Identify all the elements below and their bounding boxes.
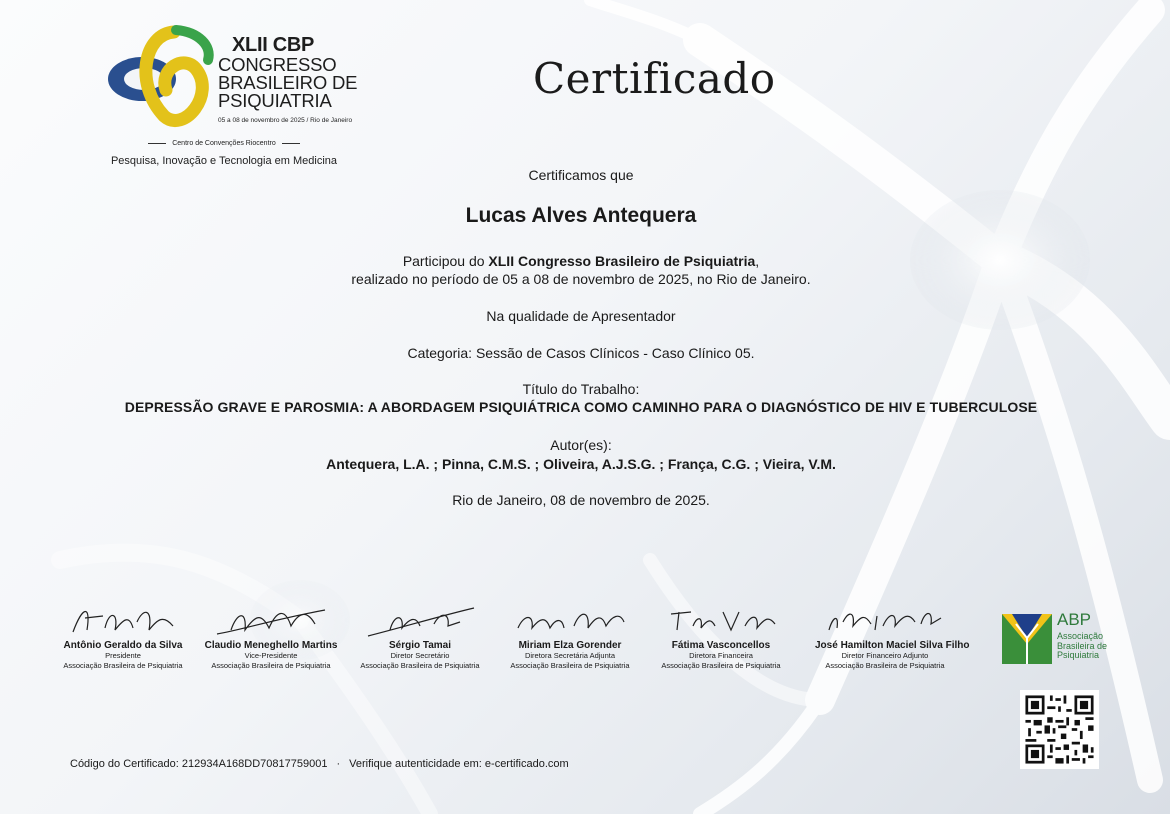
abp-name-line: Psiquiatria <box>1057 650 1100 660</box>
verification-qr-code[interactable] <box>1020 690 1099 769</box>
signer-org: Associação Brasileira de Psiquiatria <box>211 661 331 670</box>
signer-org: Associação Brasileira de Psiquiatria <box>661 661 781 670</box>
signer-name: Sérgio Tamai <box>388 640 452 651</box>
handwritten-signature <box>360 600 480 640</box>
participation-suffix: , <box>755 253 760 269</box>
signature-block <box>651 600 791 671</box>
signer-role: Diretora Secretária Adjunta <box>524 651 616 660</box>
signer-name: Claudio Meneghello Martins <box>204 640 338 651</box>
period-text: realizado no período de 05 a 08 de novembro de 2025, no Rio de Janeiro. <box>351 271 811 287</box>
abp-name-line: Associação <box>1057 631 1104 641</box>
category-text: Categoria: Sessão de Casos Clínicos - Caso Clínico 05. <box>407 345 755 361</box>
recipient-name: Lucas Alves Antequera <box>465 204 697 227</box>
logo-line: CONGRESSO <box>218 54 337 75</box>
signer-name: Fátima Vasconcellos <box>671 640 771 651</box>
signature-block <box>500 600 640 671</box>
logo-title: XLII CBP <box>232 34 315 56</box>
signer-role: Diretor Secretário <box>390 651 450 660</box>
handwritten-signature <box>661 600 781 640</box>
work-title: DEPRESSÃO GRAVE E PAROSMIA: A ABORDAGEM PSIQUIÁTRICA COMO CAMINHO PARA O DIAGNÓSTICO DE HIV E TUBERCULOSE <box>124 399 1038 415</box>
signer-org: Associação Brasileira de Psiquiatria <box>825 661 945 670</box>
authors-label: Autor(es): <box>550 437 612 453</box>
certificate-footer <box>70 758 569 770</box>
handwritten-signature <box>63 600 183 640</box>
abp-acronym: ABP <box>1057 610 1092 629</box>
participation-prefix: Participou do <box>402 253 489 269</box>
logo-tagline: Pesquisa, Inovação e Tecnologia em Medicina <box>110 155 338 167</box>
handwritten-signature <box>510 600 630 640</box>
abp-logo-icon <box>1002 614 1052 664</box>
signer-role: Presidente <box>105 651 141 660</box>
footer-separator: · <box>336 758 341 770</box>
abp-name-line: Brasileira de <box>1057 640 1108 651</box>
signer-role: Vice-Presidente <box>244 651 298 660</box>
signer-role: Diretor Financeiro Adjunto <box>841 651 929 660</box>
handwritten-signature <box>211 600 331 640</box>
signature-block <box>350 600 490 671</box>
signature-block <box>201 600 341 671</box>
logo-line: BRASILEIRO DE <box>218 72 358 93</box>
verify-link[interactable]: Verifique autenticidade em: e-certificado.com <box>349 758 569 770</box>
certify-text: Certificamos que <box>528 167 634 183</box>
logo-dates: 05 a 08 de novembro de 2025 / Rio de Janeiro <box>218 117 353 124</box>
event-name: XLII Congresso Brasileiro de Psiquiatria <box>488 253 756 269</box>
signer-name: Miriam Elza Gorender <box>518 640 622 651</box>
signature-block <box>53 600 193 671</box>
qr-code-icon <box>1020 690 1099 769</box>
cbp-emblem-icon <box>104 24 219 134</box>
authors-list: Antequera, L.A. ; Pinna, C.M.S. ; Oliveira, A.J.S.G. ; França, C.G. ; Vieira, V.M. <box>326 456 836 472</box>
signer-org: Associação Brasileira de Psiquiatria <box>360 661 480 670</box>
participation-text <box>0 252 1162 270</box>
logo-venue: Centro de Convenções Riocentro <box>104 140 344 147</box>
signer-name: Antônio Geraldo da Silva <box>63 640 183 651</box>
certificate-title: Certificado <box>533 54 776 103</box>
signer-name: José Hamilton Maciel Silva Filho <box>815 640 970 651</box>
logo-line: PSIQUIATRIA <box>218 90 332 111</box>
signer-role: Diretora Financeira <box>689 651 753 660</box>
signer-org: Associação Brasileira de Psiquiatria <box>510 661 630 670</box>
certificate-code: Código do Certificado: 212934A168DD70817759001 <box>70 758 328 770</box>
handwritten-signature <box>825 600 945 640</box>
quality-text: Na qualidade de Apresentador <box>486 308 676 324</box>
signer-org: Associação Brasileira de Psiquiatria <box>63 661 183 670</box>
place-date: Rio de Janeiro, 08 de novembro de 2025. <box>452 492 710 508</box>
congress-logo <box>104 24 374 174</box>
signature-block <box>815 600 970 671</box>
work-title-label: Título do Trabalho: <box>522 381 640 397</box>
abp-full-name <box>1057 632 1107 661</box>
